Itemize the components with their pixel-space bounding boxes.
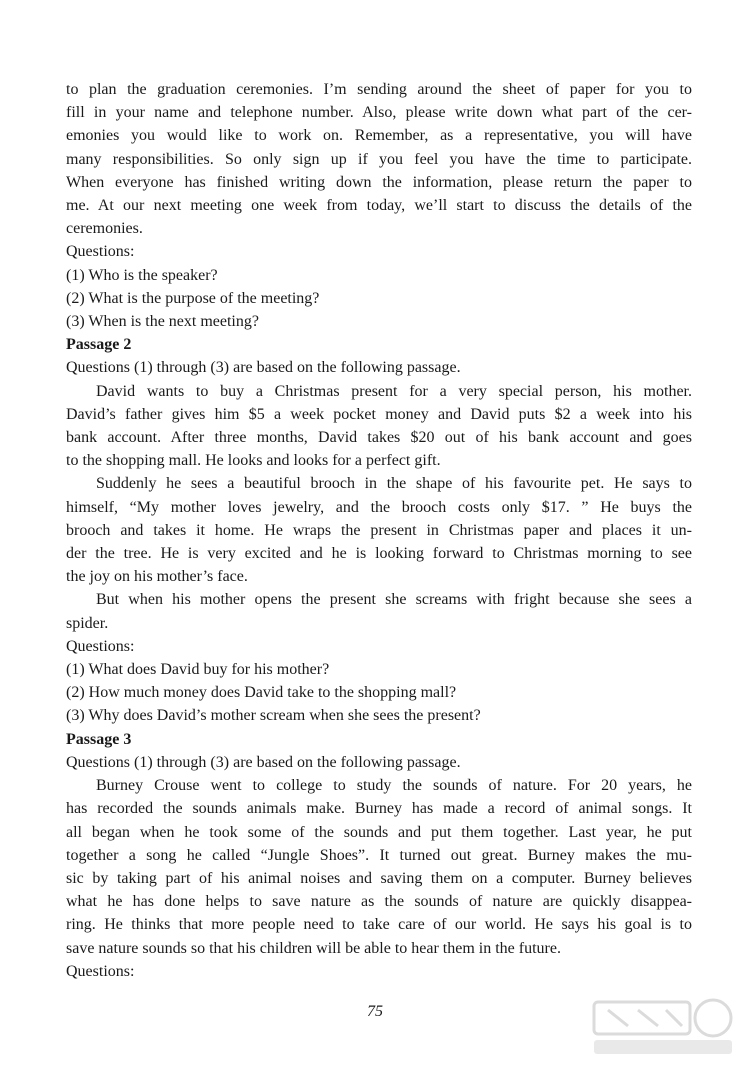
question-item: (3) When is the next meeting? — [66, 313, 259, 331]
passage-1-line: emonies you would like to work on. Remember, as a representative, you will have — [66, 127, 692, 145]
questions-label: Questions: — [66, 243, 135, 261]
paragraph-line: bank account. After three months, David takes $20 out of his bank account and goes — [66, 429, 692, 447]
passage-1-line: ceremonies. — [66, 220, 143, 238]
paragraph-line: all began when he took some of the sounds and put them together. Last year, he put — [66, 823, 692, 841]
watermark-icon — [588, 996, 738, 1058]
paragraph-line: Suddenly he sees a beautiful brooch in the shape of his favourite pet. He says to — [96, 475, 692, 493]
paragraph-line: David’s father gives him $5 a week pocket money and David puts $2 a week into his — [66, 405, 692, 423]
paragraph-line: brooch and takes it home. He wraps the present in Christmas paper and places it un- — [66, 521, 692, 539]
paragraph-line: himself, “My mother loves jewelry, and the brooch costs only $17. ” He buys the — [66, 498, 692, 516]
paragraph-line: sic by taking part of his animal noises and saving them on a computer. Burney believes — [66, 869, 692, 887]
passage-intro: Questions (1) through (3) are based on the following passage. — [66, 359, 461, 377]
question-item: (2) How much money does David take to the shopping mall? — [66, 684, 457, 702]
paragraph-line: But when his mother opens the present she screams with fright because she sees a — [96, 591, 692, 609]
passage-2 — [66, 333, 692, 727]
passage-1-line: to plan the graduation ceremonies. I’m sending around the sheet of paper for you to — [66, 81, 692, 98]
passage-1-line: fill in your name and telephone number. Also, please write down what part of the cer- — [66, 104, 692, 122]
question-item: (3) Why does David’s mother scream when she sees the present? — [66, 707, 481, 725]
question-item: (1) What does David buy for his mother? — [66, 661, 330, 679]
paragraph-line: Burney Crouse went to college to study the sounds of nature. For 20 years, he — [96, 777, 692, 795]
paragraph-line: together a song he called “Jungle Shoes”. It turned out great. Burney makes the mu- — [66, 846, 692, 864]
paragraph-line: der the tree. He is very excited and he is looking forward to Christmas morning to see — [66, 545, 692, 563]
passage-1-continuation — [66, 78, 692, 333]
page-number: 75 — [367, 1003, 383, 1020]
passage-1-line: many responsibilities. So only sign up if you feel you have the time to participate. — [66, 150, 692, 168]
questions-label: Questions: — [66, 962, 135, 980]
document-page — [66, 78, 692, 983]
passage-heading: Passage 3 — [66, 730, 132, 748]
passage-1-line: me. At our next meeting one week from today, we’ll start to discuss the details of the — [66, 197, 692, 215]
paragraph-line: to the shopping mall. He looks and looks for a perfect gift. — [66, 452, 441, 470]
paragraph-line: what he has done helps to save nature as the sounds of nature are quickly disappea- — [66, 893, 692, 911]
watermark-logo — [588, 996, 738, 1058]
passage-intro: Questions (1) through (3) are based on the following passage. — [66, 753, 461, 771]
paragraph-line: spider. — [66, 614, 109, 632]
passage-1-line: When everyone has finished writing down the information, please return the paper to — [66, 173, 692, 191]
paragraph-line: David wants to buy a Christmas present for a very special person, his mother. — [96, 382, 692, 400]
question-item: (2) What is the purpose of the meeting? — [66, 289, 320, 307]
question-item: (1) Who is the speaker? — [66, 266, 218, 284]
paragraph-line: ring. He thinks that more people need to take care of our world. He says his goal is to — [66, 916, 692, 934]
questions-label: Questions: — [66, 637, 135, 655]
paragraph-line: the joy on his mother’s face. — [66, 568, 248, 586]
passage-heading: Passage 2 — [66, 336, 132, 354]
passage-3 — [66, 728, 692, 983]
paragraph-line: save nature sounds so that his children will be able to hear them in the future. — [66, 939, 561, 957]
paragraph-line: has recorded the sounds animals make. Burney has made a record of animal songs. It — [66, 800, 692, 818]
